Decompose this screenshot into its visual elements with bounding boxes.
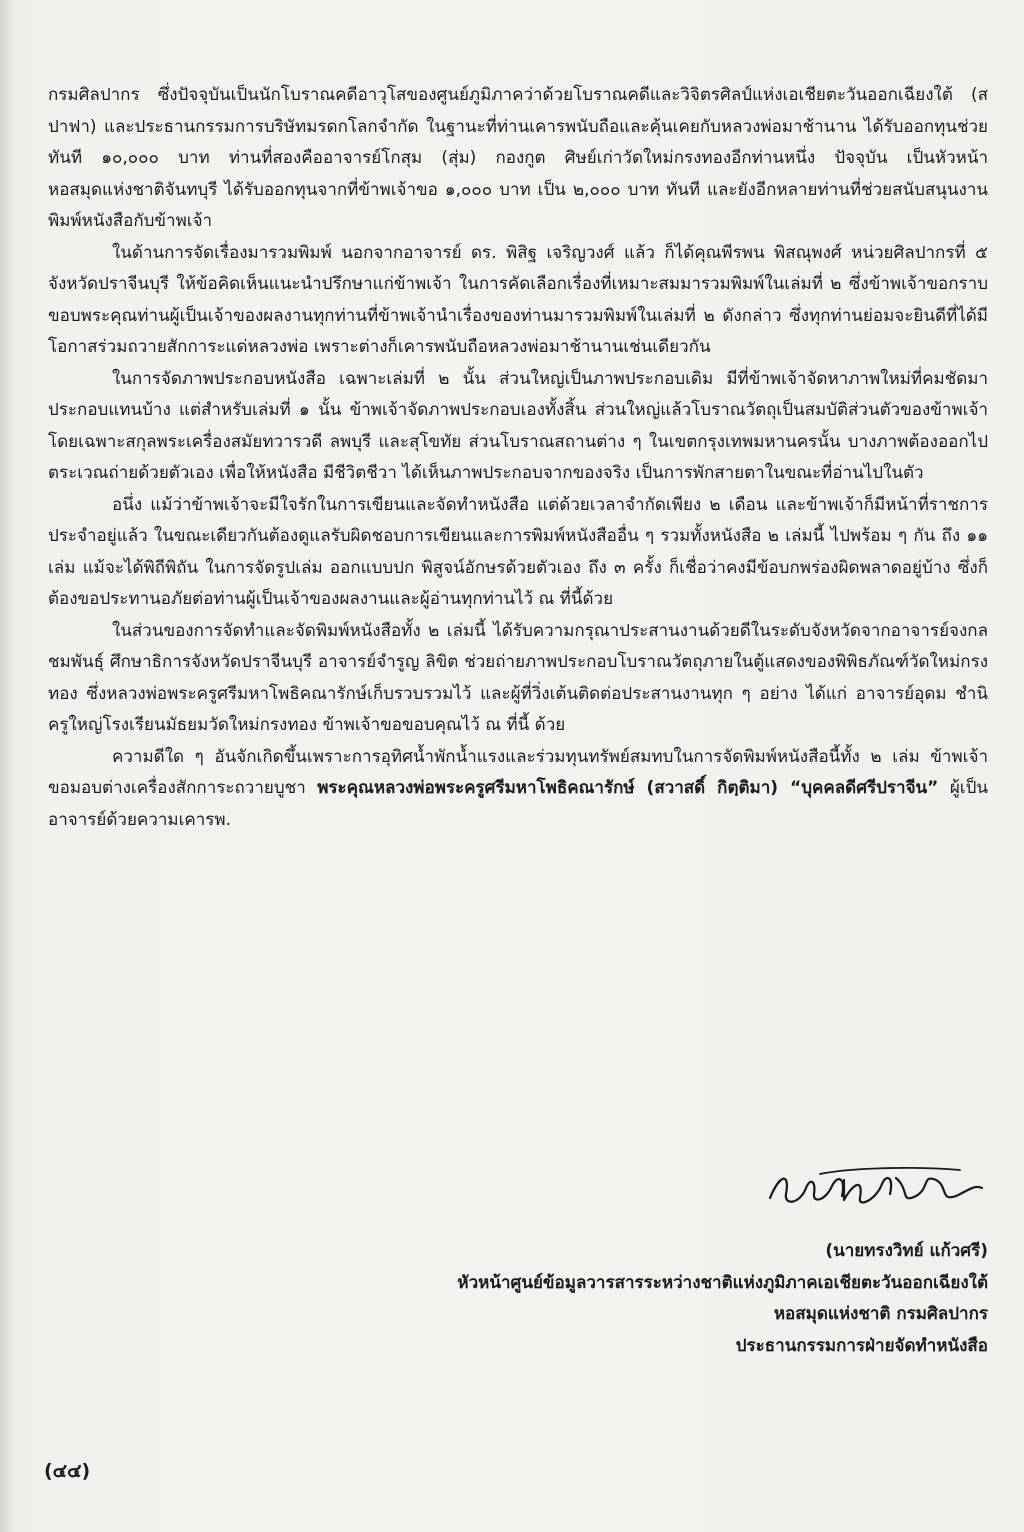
body-paragraph [48,616,988,742]
body-paragraph [48,80,988,238]
paragraph-text: ผู้เป็นอาจารย์ด้วยความเคารพ. [48,778,988,830]
paragraph-text: ความดีใด ๆ อันจักเกิดขึ้นเพราะการอุทิศน้ำพักน้ำแรงและร่วมทุนทรัพย์สมทบในการจัดพิมพ์หนังสือนี้ทั้ง ๒ เล่ม ข้าพเจ้าขอมอบต่างเครื่องสักการะถวายบูชา [48,746,988,798]
signature-block [348,1236,988,1362]
signer-name: (นายทรงวิทย์ แก้วศรี) [825,1241,988,1261]
bold-dedication-text: พระคุณหลวงพ่อพระครูศรีมหาโพธิคณารักษ์ (สวาสดิ์ กิตฺติมา) “บุคคลดีศรีปราจีน” [317,778,939,798]
body-paragraph [48,364,988,490]
paragraph-text: ในด้านการจัดเรื่องมารวมพิมพ์ นอกจากอาจารย์ ดร. พิสิฐ เจริญวงศ์ แล้ว ก็ได้คุณพีรพน พิสณุพงศ์ หน่วยศิลปากรที่ ๕ จังหวัดปราจีนบุรี ให้ข้อคิดเห็นแนะนำปรึกษาแก่ข้าพเจ้า ในการคัดเลือกเรื่องที่เหมาะสมมารวมพิมพ์ในเล่มที่ ๒ ซึ่งข้าพเจ้าขอกราบขอบพระคุณท่านผู้เป็นเจ้าของผลงานทุกท่านที่ข้าพเจ้านำเรื่องของท่านมารวมพิมพ์ในเล่มที่ ๒ ดังกล่าว ซึ่งทุกท่านย่อมจะยินดีที่ได้มีโอกาสร่วมถวายสักการะแด่หลวงพ่อ เพราะต่างก็เคารพนับถือหลวงพ่อมาช้านานเช่นเดียวกัน [48,242,988,357]
body-paragraph [48,742,988,837]
body-paragraph [48,490,988,616]
paragraph-text: ในการจัดภาพประกอบหนังสือ เฉพาะเล่มที่ ๒ นั้น ส่วนใหญ่เป็นภาพประกอบเดิม มีที่ข้าพเจ้าจัดหาภาพใหม่ที่คมชัดมาประกอบแทนบ้าง แต่สำหรับเล่มที่ ๑ นั้น ข้าพเจ้าจัดภาพประกอบเองทั้งสิ้น ส่วนใหญ่แล้วโบราณวัตถุเป็นสมบัติส่วนตัวของข้าพเจ้า โดยเฉพาะสกุลพระเครื่องสมัยทวารวดี ลพบุรี และสุโขทัย ส่วนโบราณสถานต่าง ๆ ในเขตกรุงเทพมหานครนั้น บางภาพต้องออกไปตระเวณถ่ายด้วยตัวเอง เพื่อให้หนังสือ มีชีวิตชีวา ได้เห็นภาพประกอบจากของจริง เป็นการพักสายตาในขณะที่อ่านไปในตัว [48,368,988,483]
signer-organization: หอสมุดแห่งชาติ กรมศิลปากร [773,1304,988,1324]
signer-position: หัวหน้าศูนย์ข้อมูลวารสารระหว่างชาติแห่งภูมิภาคเอเชียตะวันออกเฉียงใต้ [457,1272,988,1293]
body-text [48,80,988,836]
paragraph-text: ในส่วนของการจัดทำและจัดพิมพ์หนังสือทั้ง ๒ เล่มนี้ ได้รับความกรุณาประสานงานด้วยดีในระดับจังหวัดจากอาจารย์จงกล ชมพันธุ์ ศึกษาธิการจังหวัดปราจีนบุรี อาจารย์จำรูญ ลิขิต ช่วยถ่ายภาพประกอบโบราณวัตถุภายในตู้แสดงของพิพิธภัณฑ์วัดใหม่กรงทอง ซึ่งหลวงพ่อพระครูศรีมหาโพธิคณารักษ์เก็บรวบรวมไว้ และผู้ที่วิ่งเต้นติดต่อประสานงานทุก ๆ อย่าง ได้แก่ อาจารย์อุดม ชำนิ ครูใหญ่โรงเรียนมัธยมวัดใหม่กรงทอง ข้าพเจ้าขอขอบคุณไว้ ณ ที่นี้ ด้วย [48,620,988,735]
handwritten-signature [760,1160,990,1220]
paragraph-text: อนึ่ง แม้ว่าข้าพเจ้าจะมีใจรักในการเขียนและจัดทำหนังสือ แต่ด้วยเวลาจำกัดเพียง ๒ เดือน และข้าพเจ้าก็มีหน้าที่ราชการประจำอยู่แล้ว ในขณะเดียวกันต้องดูแลรับผิดชอบการเขียนและการพิมพ์หนังสืออื่น ๆ รวมทั้งหนังสือ ๒ เล่มนี้ ไปพร้อม ๆ กัน ถึง ๑๑ เล่ม แม้จะได้พิถีพิถัน ในการจัดรูปเล่ม ออกแบบปก พิสูจน์อักษรด้วยตัวเอง ถึง ๓ ครั้ง ก็เชื่อว่าคงมีข้อบกพร่องผิดพลาดอยู่บ้าง ซึ่งก็ต้องขอประทานอภัยต่อท่านผู้เป็นเจ้าของผลงานและผู้อ่านทุกท่านไว้ ณ ที่นี้ด้วย [48,494,988,609]
body-paragraph [48,238,988,364]
paragraph-text: กรมศิลปากร ซึ่งปัจจุบันเป็นนักโบราณคดีอาวุโสของศูนย์ภูมิภาคว่าด้วยโบราณคดีและวิจิตรศิลป์แห่งเอเชียตะวันออกเฉียงใต้ (สปาฟา) และประธานกรรมการบริษัทมรดกโลกจำกัด ในฐานะที่ท่านเคารพนับถือและคุ้นเคยกับหลวงพ่อมาช้านาน ได้รับออกทุนช่วยทันที ๑๐,๐๐๐ บาท ท่านที่สองคืออาจารย์โกสุม (สุ่ม) กองกูต ศิษย์เก่าวัดใหม่กรงทองอีกท่านหนึ่ง ปัจจุบัน เป็นหัวหน้าหอสมุดแห่งชาติจันทบุรี ได้รับออกทุนจากที่ข้าพเจ้าขอ ๑,๐๐๐ บาท เป็น ๒,๐๐๐ บาท ทันที และยังอีกหลายท่านที่ช่วยสนับสนุนงานพิมพ์หนังสือกับข้าพเจ้า [48,85,988,231]
page-spine-shadow [0,0,14,1532]
page-number: (๔๔) [44,1460,91,1482]
signer-committee-role: ประธานกรรมการฝ่ายจัดทำหนังสือ [735,1335,988,1356]
